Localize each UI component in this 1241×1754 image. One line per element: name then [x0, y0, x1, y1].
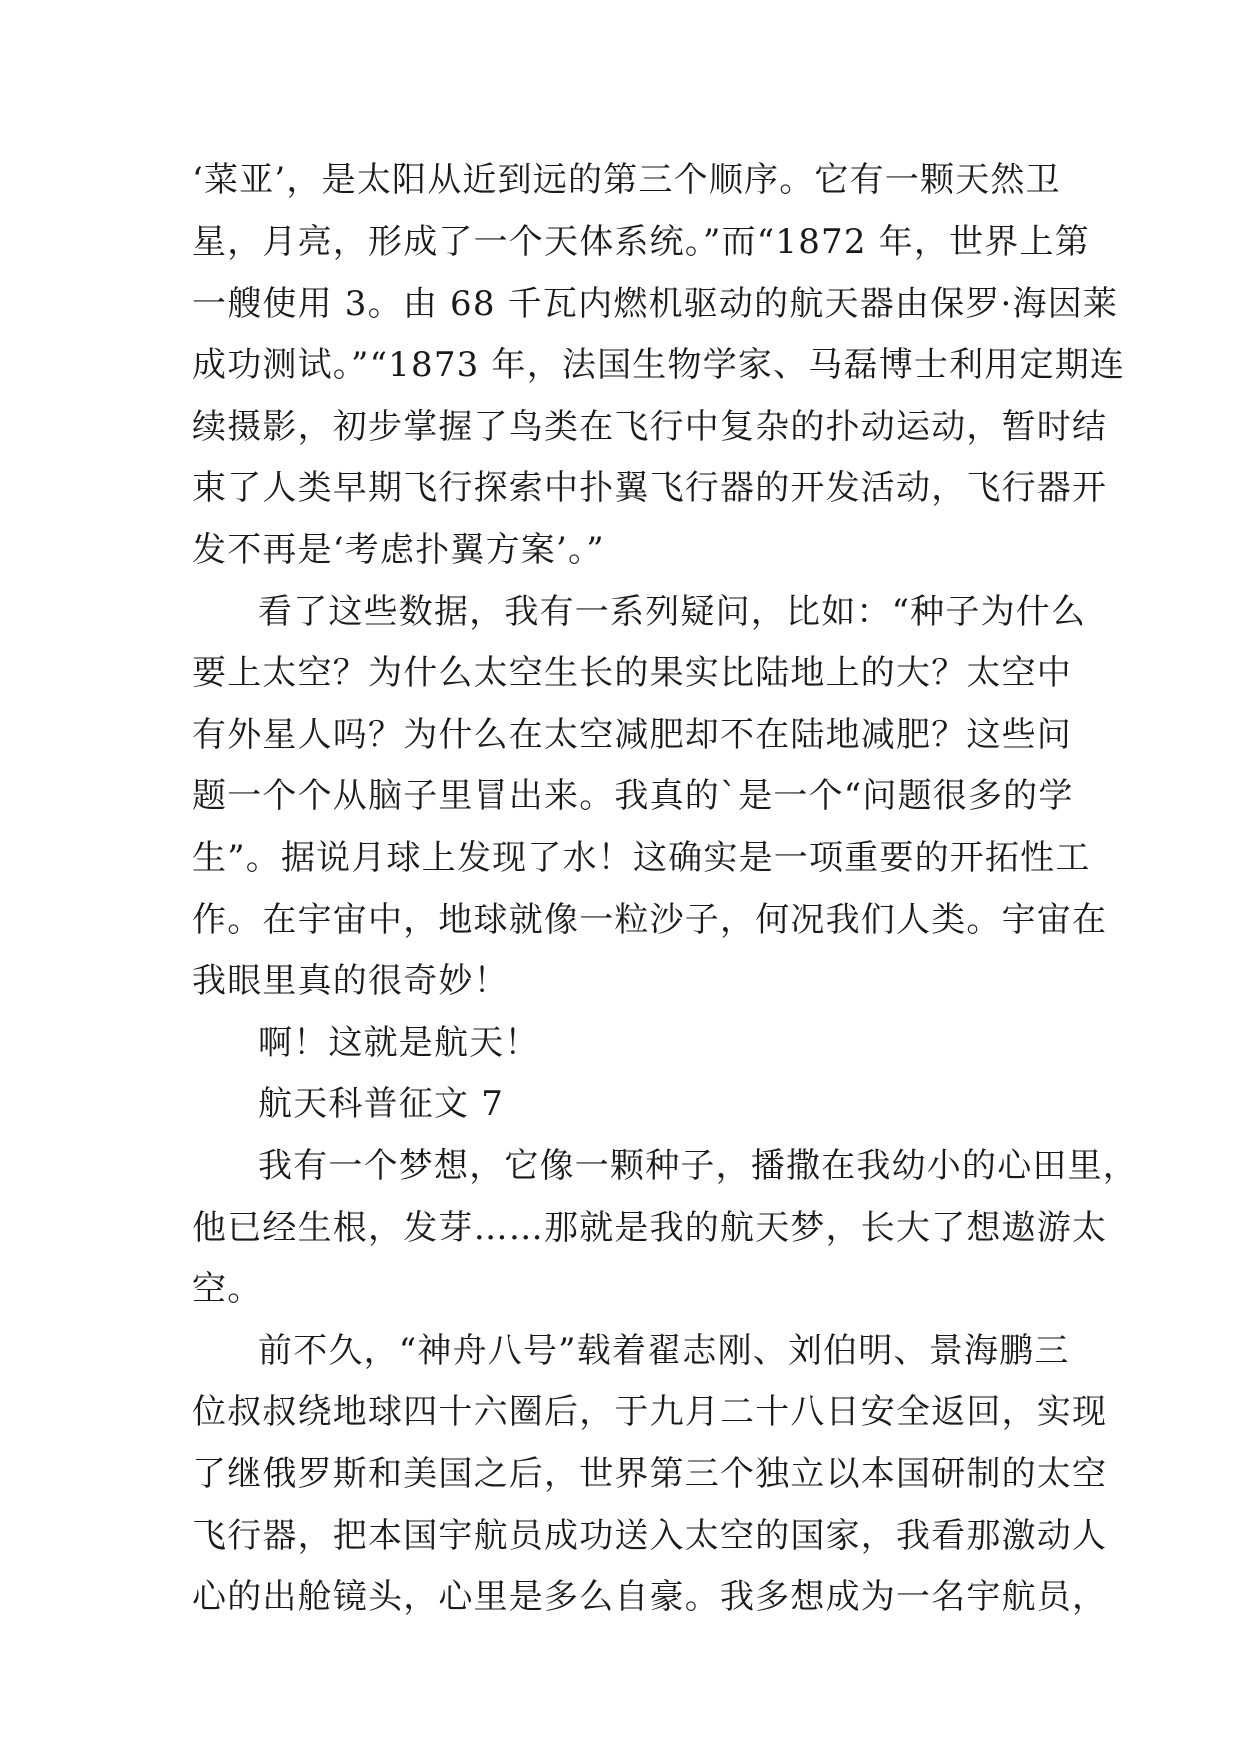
body-text-line: 他已经生根，发芽……那就是我的航天梦，长大了想遨游太 — [192, 1208, 1108, 1248]
body-text-line: 生”。据说月球上发现了水！这确实是一项重要的开拓性工 — [192, 838, 1091, 878]
body-text-line: 我眼里真的很奇妙！ — [192, 961, 509, 1001]
paragraph-first-line: 啊！这就是航天！ — [258, 1023, 540, 1063]
paragraph-first-line: 我有一个梦想，它像一颗种子，播撒在我幼小的心田里， — [258, 1146, 1138, 1186]
body-text-line: 了继俄罗斯和美国之后，世界第三个独立以本国研制的太空 — [192, 1454, 1108, 1494]
body-text-line: 发不再是‘考虑扑翼方案’。” — [192, 530, 605, 570]
body-text-line: 续摄影，初步掌握了鸟类在飞行中复杂的扑动运动，暂时结 — [192, 407, 1108, 447]
body-text-line: ‘菜亚’，是太阳从近到远的第三个顺序。它有一颗天然卫 — [192, 160, 1061, 200]
body-text-line: 心的出舱镜头，心里是多么自豪。我多想成为一名宇航员， — [192, 1577, 1108, 1617]
paragraph-first-line: 看了这些数据，我有一系列疑问，比如：“种子为什么 — [258, 592, 1087, 632]
body-text-line: 题一个个从脑子里冒出来。我真的`是一个“问题很多的学 — [192, 776, 1074, 816]
body-text-line: 一艘使用 3。由 68 千瓦内燃机驱动的航天器由保罗·海因莱 — [192, 284, 1119, 324]
body-text-line: 束了人类早期飞行探索中扑翼飞行器的开发活动，飞行器开 — [192, 468, 1108, 508]
body-text-line: 星，月亮，形成了一个天体系统。”而“1872 年，世界上第 — [192, 222, 1090, 262]
body-text-line: 飞行器，把本国宇航员成功送入太空的国家，我看那激动人 — [192, 1516, 1108, 1556]
body-text-line: 位叔叔绕地球四十六圈后，于九月二十八日安全返回，实现 — [192, 1392, 1108, 1432]
section-heading: 航天科普征文 7 — [258, 1084, 505, 1124]
body-text-line: 有外星人吗？为什么在太空减肥却不在陆地减肥？这些问 — [192, 715, 1072, 755]
body-text-line: 成功测试。”“1873 年，法国生物学家、马磊博士利用定期连 — [192, 345, 1126, 385]
body-text-line: 空。 — [192, 1269, 263, 1309]
paragraph-first-line: 前不久，“神舟八号”载着翟志刚、刘伯明、景海鹏三 — [258, 1331, 1070, 1371]
body-text-line: 作。在宇宙中，地球就像一粒沙子，何况我们人类。宇宙在 — [192, 900, 1108, 940]
body-text-line: 要上太空？为什么太空生长的果实比陆地上的大？太空中 — [192, 653, 1072, 693]
